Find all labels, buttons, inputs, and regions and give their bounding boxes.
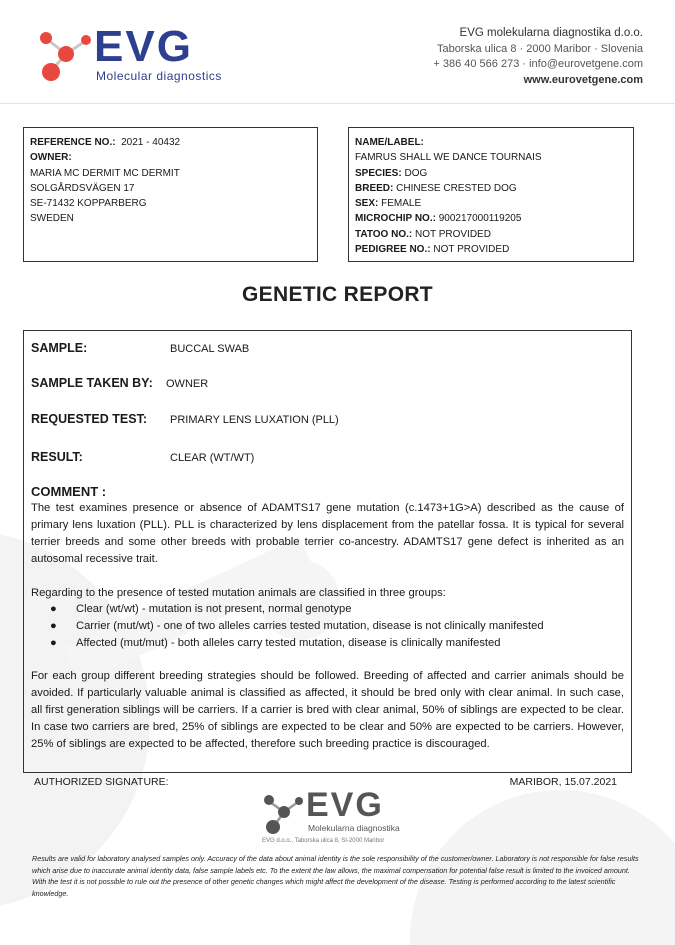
microchip-label: MICROCHIP NO.: — [355, 213, 436, 225]
sex-value: FEMALE — [381, 198, 422, 210]
species-label: SPECIES: — [355, 167, 402, 179]
owner-info-box — [23, 127, 318, 262]
list-item — [31, 618, 624, 635]
sex-label: SEX: — [355, 198, 379, 210]
comment-heading: COMMENT : — [31, 484, 107, 499]
result-label: RESULT: — [31, 450, 83, 464]
owner-country: SWEDEN — [30, 213, 74, 225]
company-contact: + 386 40 566 273 · info@eurovetgene.com — [433, 58, 643, 70]
group-clear: Clear (wt/wt) - mutation is not present, normal genotype — [76, 603, 352, 615]
genotype-group-list — [31, 601, 624, 651]
owner-label: OWNER: — [30, 152, 72, 164]
bullet-icon: ● — [50, 619, 57, 632]
report-title: GENETIC REPORT — [242, 283, 433, 306]
result-value: CLEAR (WT/WT) — [170, 452, 255, 464]
company-name: EVG molekularna diagnostika d.o.o. — [459, 27, 643, 39]
comment-paragraph-1: The test examines presence or absence of ADAMTS17 gene mutation (c.1473+1G>A) described as the cause of primary lens luxation (PLL). PLL is characterized by lens displacement from the patellar fossa. It is typical for several terrier breeds and some other breeds with probable terrier co-ancestry. ADAMTS17 gene defect is inherited as an autosomal recessive trait. — [31, 502, 624, 565]
reference-label: REFERENCE NO.: — [30, 137, 116, 148]
disclaimer: Results are valid for laboratory analysed samples only. Accuracy of the data about animal identity is the sole responsibility of the customer/owner. Laboratory is not responsible for false results which arise due to inaccurate animal identity data, false sample labels etc. To the extent the law allows, the maximal compensation for potential false result is limited to the invoiced amount. With the test it is not possible to rule out the presence of other genetic changes which might affect the development of the disease. Testing is performed according to the latest scientific knowledge. — [32, 854, 639, 898]
reference-value: 2021 - 40432 — [121, 137, 181, 148]
requested-test-label: REQUESTED TEST: — [31, 412, 147, 426]
group-affected: Affected (mut/mut) - both alleles carry tested mutation, disease is clinically manifested — [76, 636, 501, 649]
stamp-subtitle: Molekularna diagnostika — [308, 823, 400, 833]
comment-paragraph-2: Regarding to the presence of tested mutation animals are classified in three groups: — [31, 587, 446, 599]
sample-taken-row — [31, 376, 209, 390]
microchip-line — [355, 211, 627, 226]
animal-info-box — [348, 127, 634, 262]
company-address: Taborska ulica 8 · 2000 Maribor · Slovenia — [436, 42, 643, 55]
pedigree-value: NOT PROVIDED — [433, 244, 510, 256]
microchip-value: 900217000119205 — [438, 213, 522, 225]
stamp-address: EVG d.o.o., Taborska ulica 8, SI-2000 Maribor — [262, 838, 385, 844]
report-box — [23, 330, 632, 773]
bullet-icon: ● — [50, 603, 57, 615]
sample-taken-value: OWNER — [166, 378, 209, 390]
sample-taken-label: SAMPLE TAKEN BY: — [31, 376, 153, 390]
owner-name: MARIA MC DERMIT MC DERMIT — [30, 167, 180, 179]
sample-row — [31, 341, 250, 355]
logo-wordmark: EVG — [94, 22, 193, 71]
place-date: MARIBOR, 15.07.2021 — [509, 776, 617, 788]
pedigree-line — [355, 242, 627, 257]
stamp-molecule-icon — [260, 790, 306, 836]
reference-line — [30, 135, 311, 150]
logo-subtitle: Molecular diagnostics — [96, 69, 222, 83]
name-label: NAME/LABEL: — [355, 137, 424, 148]
evg-stamp — [260, 788, 420, 850]
group-carrier: Carrier (mut/wt) - one of two alleles carries tested mutation, disease is not clinically manifested — [76, 619, 544, 632]
sex-line — [355, 196, 627, 211]
stamp-wordmark: EVG — [306, 786, 384, 824]
result-row — [31, 450, 255, 464]
company-info — [433, 26, 643, 88]
list-item — [31, 601, 624, 618]
species-line — [355, 166, 627, 181]
owner-address-line2: SE-71432 KOPPARBERG — [30, 198, 147, 210]
sample-value: BUCCAL SWAB — [170, 343, 250, 355]
company-website[interactable]: www.eurovetgene.com — [523, 73, 643, 86]
header-divider — [0, 103, 675, 104]
species-value: DOG — [404, 167, 428, 179]
tatoo-line — [355, 227, 627, 242]
pedigree-label: PEDIGREE NO.: — [355, 244, 431, 256]
requested-test-row — [31, 412, 339, 426]
molecule-icon — [32, 24, 94, 84]
owner-address-line1: SOLGÅRDSVÄGEN 17 — [30, 182, 135, 194]
tatoo-label: TATOO NO.: — [355, 228, 413, 240]
list-item — [31, 635, 624, 652]
bullet-icon: ● — [50, 636, 57, 649]
signature-label: AUTHORIZED SIGNATURE: — [34, 776, 169, 788]
comment-paragraph-3: For each group different breeding strategies should be followed. Breeding of affected and carrier animals should be avoided. If particularly valuable animal is classified as affected, it should be bred only with clear animal. In such case, all first generation siblings will be carriers. If a carrier is bred with clear animal, 50% of siblings are expected to be clear. In case two carriers are bred, 25% of siblings are expected to be clear and 50% are expected to be carriers. However, 25% of siblings are expected to be affected, therefore such breeding practice is discouraged. — [31, 670, 624, 750]
evg-logo — [32, 22, 272, 92]
name-value: FAMRUS SHALL WE DANCE TOURNAIS — [355, 152, 542, 164]
breed-value: CHINESE CRESTED DOG — [396, 182, 517, 194]
requested-test-value: PRIMARY LENS LUXATION (PLL) — [170, 414, 339, 426]
breed-label: BREED: — [355, 182, 394, 194]
breed-line — [355, 181, 627, 196]
tatoo-value: NOT PROVIDED — [415, 228, 491, 240]
sample-label: SAMPLE: — [31, 341, 88, 355]
